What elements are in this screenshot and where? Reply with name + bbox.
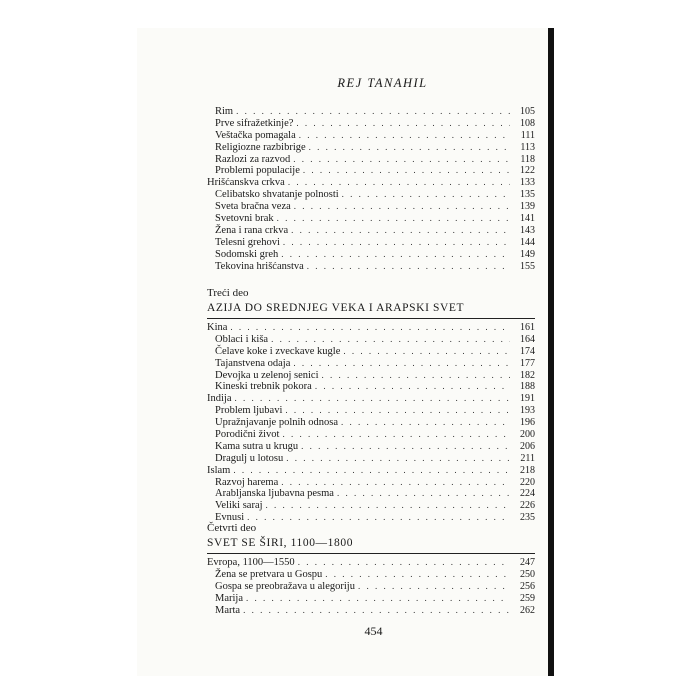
dot-leader [243, 605, 510, 617]
dot-leader [343, 346, 510, 358]
toc-entry-page: 250 [520, 568, 535, 580]
toc-entry-title: Evropa, 1100—1550 [207, 557, 295, 568]
toc-entry-title: Sodomski greh [215, 248, 279, 260]
toc-entry-title: Marija [215, 592, 243, 604]
toc-entry [207, 142, 535, 154]
dot-leader [294, 201, 510, 213]
dot-leader [235, 393, 511, 405]
toc-entries [207, 557, 535, 616]
toc-entry-page: 188 [520, 381, 535, 393]
toc-entry-title: Veštačka pomagala [215, 129, 296, 141]
toc-entry-title: Religiozne razbibrige [215, 141, 306, 153]
toc-entry-page: 235 [520, 512, 535, 524]
dot-leader [233, 465, 510, 477]
toc-entry-page: 226 [520, 500, 535, 512]
dot-leader [342, 189, 510, 201]
toc-entry [207, 500, 535, 512]
toc-entry-page: 111 [520, 129, 535, 141]
toc-entry [207, 237, 535, 249]
dot-leader [296, 118, 510, 130]
toc-entry-title: Hrišćanskva crkva [207, 177, 285, 189]
part-title: AZIJA DO SREDNJEG VEKA I ARAPSKI SVET [207, 302, 465, 314]
toc-entry-page: 262 [520, 604, 535, 616]
toc-entry [207, 581, 535, 593]
dot-leader [236, 106, 510, 118]
dot-leader [288, 177, 510, 189]
toc-entry [207, 201, 535, 213]
toc-entry-title: Veliki saraj [215, 500, 263, 512]
dot-leader [282, 429, 510, 441]
toc-entry-page: 211 [520, 452, 535, 464]
toc-entry-title: Gospa se preobražava u alegoriju [215, 580, 355, 592]
dot-leader [303, 165, 510, 177]
part-label: Četvrti deo [207, 522, 257, 534]
toc-entry-page: 144 [520, 236, 535, 248]
page-number: 454 [364, 624, 383, 638]
toc-entry [207, 370, 535, 382]
toc-entry [207, 249, 535, 261]
toc-entry-title: Upražnjavanje polnih odnosa [215, 417, 339, 429]
toc-entry-title: Sveta bračna veza [215, 201, 291, 213]
toc-entry-page: 139 [520, 201, 535, 213]
toc-entry [207, 106, 535, 118]
toc-entry [207, 334, 535, 346]
toc-entry-page: 149 [520, 248, 535, 260]
dot-leader [301, 441, 510, 453]
toc-entry-title: Dragulj u lotosu [215, 452, 284, 464]
toc-entry [207, 381, 535, 393]
toc-entry-page: 105 [520, 106, 535, 117]
dot-leader [358, 581, 510, 593]
toc-entry-title: Oblaci i kiša [215, 333, 269, 345]
toc-entry-page: 113 [520, 141, 535, 153]
toc-entry [207, 322, 535, 334]
toc-part-3 [207, 286, 535, 524]
toc-entry-title: Porodični život [215, 429, 280, 441]
toc-entry [207, 393, 535, 405]
toc-entry-title: Rim [215, 106, 234, 117]
dot-leader [325, 569, 510, 581]
toc-entry-page: 108 [520, 117, 535, 129]
toc-entry-page: 141 [520, 213, 535, 225]
toc-entry [207, 569, 535, 581]
toc-entry-title: Razvoj harema [215, 476, 279, 488]
toc-entry-title: Tekovina hrišćanstva [215, 260, 304, 272]
toc-entry-title: Problemi populacije [215, 165, 300, 177]
toc-entry-title: Čelave koke i zveckave kugle [215, 345, 341, 357]
part-rule [207, 553, 535, 554]
dot-leader [283, 237, 510, 249]
toc-entry [207, 154, 535, 166]
toc-entry-title: Arabljanska ljubavna pesma [215, 488, 334, 500]
toc-entry-page: 259 [520, 592, 535, 604]
toc-entry [207, 405, 535, 417]
toc-entry [207, 593, 535, 605]
toc-entry [207, 429, 535, 441]
dot-leader [271, 334, 510, 346]
toc-entry-page: 191 [520, 393, 535, 405]
toc-entry-title: Evnusi [215, 512, 245, 524]
toc-entry-page: 200 [520, 429, 535, 441]
dot-leader [293, 358, 510, 370]
toc-entry-title: Žena i rana crkva [215, 224, 289, 236]
part-title: SVET SE ŠIRI, 1100—1800 [207, 537, 354, 549]
toc-section-top [207, 106, 535, 272]
dot-leader [309, 142, 510, 154]
dot-leader [246, 593, 510, 605]
toc-entry-title: Kineski trebnik pokora [215, 381, 312, 393]
toc-entry [207, 177, 535, 189]
dot-leader [299, 130, 510, 142]
toc-entry [207, 346, 535, 358]
toc-entry [207, 358, 535, 370]
toc-entry [207, 488, 535, 500]
toc-entry-title: Razlozi za razvod [215, 153, 291, 165]
toc-entry-page: 177 [520, 357, 535, 369]
toc-entry-page: 193 [520, 405, 535, 417]
toc-entry [207, 225, 535, 237]
toc-entry [207, 441, 535, 453]
toc-entries [207, 322, 535, 524]
toc-entry-page: 143 [520, 224, 535, 236]
toc-entry-page: 155 [520, 260, 535, 272]
toc-entry-title: Svetovni brak [215, 213, 274, 225]
toc-entry-title: Marta [215, 604, 241, 616]
toc-entry [207, 213, 535, 225]
dot-leader [341, 417, 510, 429]
dot-leader [277, 213, 510, 225]
toc-entry-title: Celibatsko shvatanje polnosti [215, 189, 339, 201]
dot-leader [285, 405, 510, 417]
dot-leader [337, 488, 510, 500]
toc-part-4 [207, 521, 535, 616]
toc-entry-title: Prve sifražetkinje? [215, 117, 294, 129]
toc-entry [207, 465, 535, 477]
toc-entry [207, 165, 535, 177]
toc-entry-page: 220 [520, 476, 535, 488]
toc-entry-page: 122 [520, 165, 535, 177]
toc-entry [207, 605, 535, 617]
toc-entry-title: Devojka u zelenoj senici [215, 369, 319, 381]
toc-entry-page: 135 [520, 189, 535, 201]
toc-entry-page: 133 [520, 177, 535, 189]
toc-entry-title: Žena se pretvara u Gospu [215, 568, 323, 580]
dot-leader [315, 381, 510, 393]
toc-entry-page: 164 [520, 333, 535, 345]
dot-leader [266, 500, 510, 512]
toc-entry-title: Telesni grehovi [215, 236, 280, 248]
toc-entry-page: 206 [520, 440, 535, 452]
toc-entry [207, 261, 535, 273]
toc-entry [207, 453, 535, 465]
toc-entry-title: Problem ljubavi [215, 405, 283, 417]
dot-leader [298, 557, 510, 569]
part-rule [207, 318, 535, 319]
toc-entry-title: Tajanstvena odaja [215, 357, 291, 369]
toc-entry-page: 247 [520, 557, 535, 568]
toc-entry [207, 417, 535, 429]
toc-entry-page: 182 [520, 369, 535, 381]
toc-entry-page: 218 [520, 464, 535, 476]
toc-entry [207, 189, 535, 201]
dot-leader [307, 261, 510, 273]
toc-entry-page: 224 [520, 488, 535, 500]
toc-entry-page: 118 [520, 153, 535, 165]
toc-entry [207, 477, 535, 489]
dot-leader [281, 249, 510, 261]
running-header: REJ TANAHIL [337, 76, 428, 90]
toc-entry-title: Kina [207, 322, 228, 333]
toc-entry-page: 161 [520, 322, 535, 333]
dot-leader [281, 477, 510, 489]
dot-leader [293, 154, 510, 166]
toc-entry-title: Indija [207, 393, 232, 405]
dot-leader [286, 453, 510, 465]
book-page [137, 28, 554, 676]
toc-entry [207, 130, 535, 142]
dot-leader [230, 322, 510, 334]
dot-leader [322, 370, 510, 382]
toc-entry-title: Islam [207, 464, 231, 476]
part-label: Treći deo [207, 287, 249, 299]
toc-entry [207, 118, 535, 130]
toc-entry [207, 557, 535, 569]
toc-entry-page: 196 [520, 417, 535, 429]
toc-entry-title: Kama sutra u krugu [215, 440, 299, 452]
dot-leader [291, 225, 510, 237]
toc-entry-page: 256 [520, 580, 535, 592]
toc-entry-page: 174 [520, 345, 535, 357]
